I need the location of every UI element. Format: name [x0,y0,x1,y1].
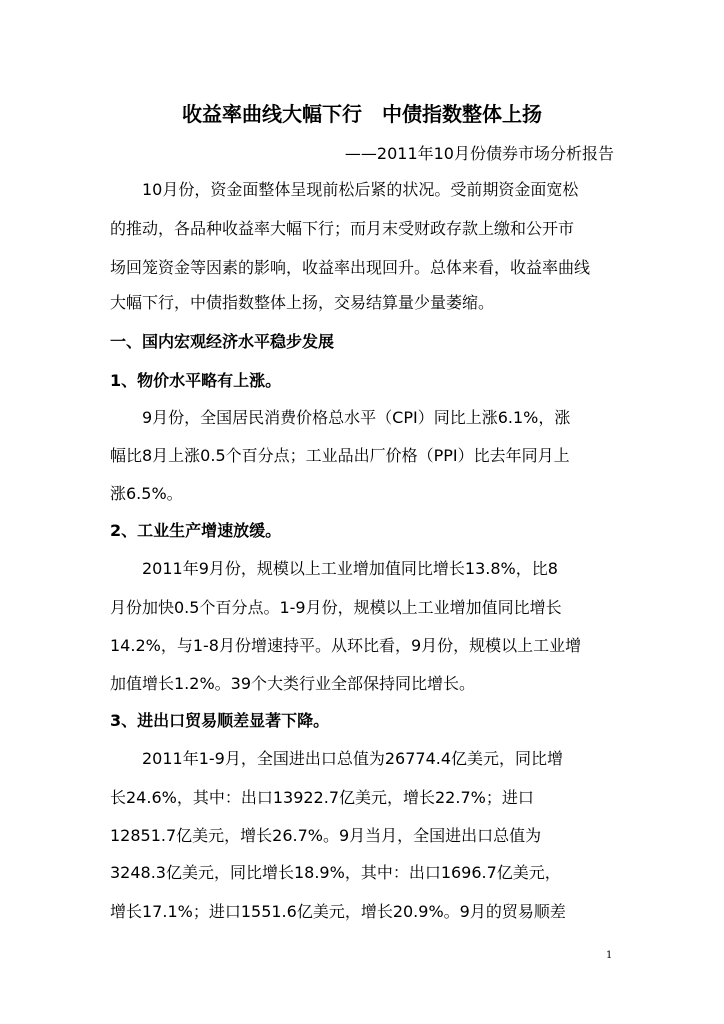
paragraph-line: 2011年1-9月，全国进出口总值为26774.4亿美元，同比增 [142,749,564,768]
paragraph-line: 9月份，全国居民消费价格总水平（CPI）同比上涨6.1%，涨 [142,408,571,427]
paragraph-line: 的推动，各品种收益率大幅下行；而月末受财政存款上缴和公开市 [110,219,575,238]
paragraph-line: 3248.3亿美元，同比增长18.9%，其中：出口1696.7亿美元， [110,863,561,882]
page-number: 1 [606,950,613,961]
subsection-heading: 3、进出口贸易顺差显著下降。 [110,711,330,730]
document-title: 收益率曲线大幅下行 中债指数整体上扬 [182,102,542,126]
subsection-heading: 2、工业生产增速放缓。 [110,521,282,540]
paragraph-line: 长24.6%，其中：出口13922.7亿美元，增长22.7%；进口 [110,788,534,807]
document-subtitle: ——2011年10月份债券市场分析报告 [344,144,614,163]
section-heading: 一、国内宏观经济水平稳步发展 [110,332,335,351]
paragraph-line: 增长17.1%；进口1551.6亿美元，增长20.9%。9月的贸易顺差 [110,902,566,921]
paragraph-line: 加值增长1.2%。39个大类行业全部保持同比增长。 [110,674,476,693]
paragraph-line: 场回笼资金等因素的影响，收益率出现回升。总体来看，收益率曲线 [110,258,591,277]
paragraph-line: 大幅下行，中债指数整体上扬，交易结算量少量萎缩。 [110,293,495,312]
subsection-heading: 1、物价水平略有上涨。 [110,371,282,390]
paragraph-line: 月份加快0.5个百分点。1-9月份，规模以上工业增加值同比增长 [110,598,562,617]
paragraph-line: 12851.7亿美元，增长26.7%。9月当月，全国进出口总值为 [110,826,542,845]
paragraph-line: 幅比8月上涨0.5个百分点；工业品出厂价格（PPI）比去年同月上 [110,446,570,465]
paragraph-line: 14.2%，与1-8月份增速持平。从环比看，9月份，规模以上工业增 [110,636,582,655]
paragraph-line: 涨6.5%。 [110,484,183,503]
paragraph-line: 10月份，资金面整体呈现前松后紧的状况。受前期资金面宽松 [142,180,579,199]
paragraph-line: 2011年9月份，规模以上工业增加值同比增长13.8%，比8 [142,559,558,578]
